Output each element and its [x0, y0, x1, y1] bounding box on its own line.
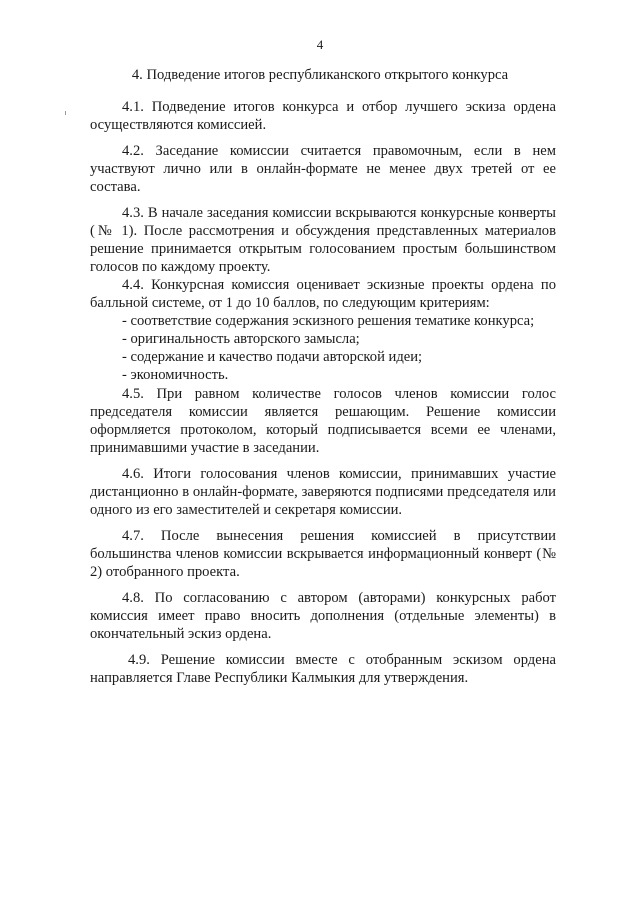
criteria-list: [90, 312, 556, 384]
criteria-item: - соответствие содержания эскизного решения тематике конкурса;: [122, 313, 535, 329]
paragraph-4-3: 4.3. В начале заседания комиссии вскрываются конкурсные конверты (№ 1). После рассмотрения и обсуждения представленных материалов решение принимается открытым голосованием простым большинством голосов по каждому проекту.: [90, 205, 556, 275]
paragraph-4-5: 4.5. При равном количестве голосов членов комиссии голос председателя комиссии является решающим. Решение комиссии оформляется протоколом, который подписывается всеми ее членами, принимавшими участие в заседании.: [90, 386, 556, 456]
paragraph-4-2: 4.2. Заседание комиссии считается правомочным, если в нем участвуют лично или в онлайн-формате не менее двух третей от ее состава.: [90, 143, 556, 195]
paragraph-4-1: 4.1. Подведение итогов конкурса и отбор лучшего эскиза ордена осуществляются комиссией.: [90, 99, 556, 133]
scan-margin-mark: [65, 111, 66, 115]
paragraph-4-7: 4.7. После вынесения решения комиссией в присутствии большинства членов комиссии вскрывается информационный конверт (№ 2) отобранного проекта.: [90, 528, 556, 580]
paragraph-4-4: 4.4. Конкурсная комиссия оценивает эскизные проекты ордена по балльной системе, от 1 до 10 баллов, по следующим критериям:: [90, 277, 556, 311]
paragraph-4-6: 4.6. Итоги голосования членов комиссии, принимавших участие дистанционно в онлайн-формате, заверяются подписями председателя или одного из его заместителей и секретаря комиссии.: [90, 466, 556, 518]
section-title: 4. Подведение итогов республиканского открытого конкурса: [131, 67, 509, 83]
page-number: 4: [316, 37, 324, 52]
criteria-item: - содержание и качество подачи авторской идеи;: [122, 349, 423, 365]
criteria-item: - экономичность.: [122, 367, 229, 383]
criteria-item: - оригинальность авторского замысла;: [122, 331, 360, 347]
paragraph-4-9: 4.9. Решение комиссии вместе с отобранным эскизом ордена направляется Главе Республики Калмыкия для утверждения.: [90, 652, 556, 686]
document-body: [90, 98, 556, 695]
paragraph-4-8: 4.8. По согласованию с автором (авторами) конкурсных работ комиссия имеет право вносить дополнения (отдельные элементы) в окончательный эскиз ордена.: [90, 590, 556, 642]
